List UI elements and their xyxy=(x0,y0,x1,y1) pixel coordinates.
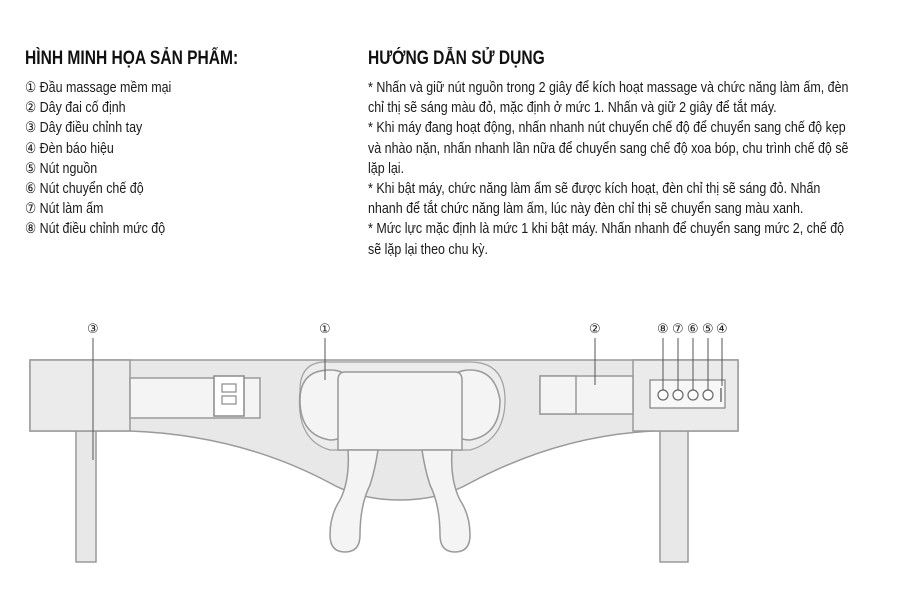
instruction-line: * Nhấn và giữ nút nguồn trong 2 giây để kích hoạt massage và chức năng làm ấm, đèn xyxy=(368,80,849,96)
mode-button[interactable] xyxy=(688,390,698,400)
instruction-line: * Mức lực mặc định là mức 1 khi bật máy. Nhấn nhanh để chuyển sang mức 2, chế độ xyxy=(368,221,845,238)
list-item: ③ Dây điều chỉnh tay xyxy=(25,120,143,137)
callout-fixing-strap: ② xyxy=(589,322,601,337)
callout-mode-button: ⑥ xyxy=(687,322,699,337)
list-item: ② Dây đai cố định xyxy=(25,100,126,117)
callout-level-button: ⑧ xyxy=(657,322,669,337)
list-item: ① Đầu massage mềm mại xyxy=(25,80,172,96)
power-button[interactable] xyxy=(703,390,713,400)
instruction-line: * Khi máy đang hoạt động, nhấn nhanh nút chuyển chế độ để chuyển sang chế độ kẹp xyxy=(368,120,846,137)
callout-handle-strap: ③ xyxy=(87,322,99,337)
list-item: ⑥ Nút chuyển chế độ xyxy=(25,181,144,198)
callout-warm-button: ⑦ xyxy=(672,322,684,337)
parts-list xyxy=(25,78,345,240)
level-button[interactable] xyxy=(658,390,668,400)
buckle-slot xyxy=(222,396,236,404)
instructions-title: HƯỚNG DẪN SỬ DỤNG xyxy=(368,48,545,69)
instructions-body xyxy=(368,78,888,260)
left-end-block xyxy=(30,360,130,431)
right-strap-clip xyxy=(540,376,576,414)
callout-indicator-light: ④ xyxy=(716,322,728,337)
massage-head-center xyxy=(338,372,462,450)
list-item: ⑧ Nút điều chỉnh mức độ xyxy=(25,221,166,238)
list-item: ⑦ Nút làm ấm xyxy=(25,201,104,218)
product-illustration-section xyxy=(25,48,345,240)
instruction-line: nhanh để tắt chức năng làm ấm, lúc này đèn chỉ thị sẽ chuyển sang màu xanh. xyxy=(368,201,804,218)
right-handle-leg xyxy=(660,428,688,562)
warm-button[interactable] xyxy=(673,390,683,400)
instruction-line: sẽ lặp lại theo chu kỳ. xyxy=(368,241,488,258)
instruction-line: lặp lại. xyxy=(368,160,405,177)
callout-power-button: ⑤ xyxy=(702,322,714,337)
callout-massage-head: ① xyxy=(319,322,331,337)
instruction-line: * Khi bật máy, chức năng làm ấm sẽ được kích hoạt, đèn chỉ thị sẽ sáng đỏ. Nhấn xyxy=(368,181,821,198)
instruction-line: chỉ thị sẽ sáng màu đỏ, mặc định ở mức 1. Nhấn và giữ 2 giây để tắt máy. xyxy=(368,100,777,117)
product-illustration-title: HÌNH MINH HỌA SẢN PHẨM: xyxy=(25,48,239,69)
instruction-line: và nhào nặn, nhấn nhanh lần nữa để chuyển sang chế độ xoa bóp, chu trình chế độ sẽ xyxy=(368,140,849,157)
buckle-slot xyxy=(222,384,236,392)
product-diagram xyxy=(0,300,900,600)
list-item: ⑤ Nút nguồn xyxy=(25,160,98,177)
instructions-section xyxy=(368,48,888,260)
list-item: ④ Đèn báo hiệu xyxy=(25,140,114,157)
